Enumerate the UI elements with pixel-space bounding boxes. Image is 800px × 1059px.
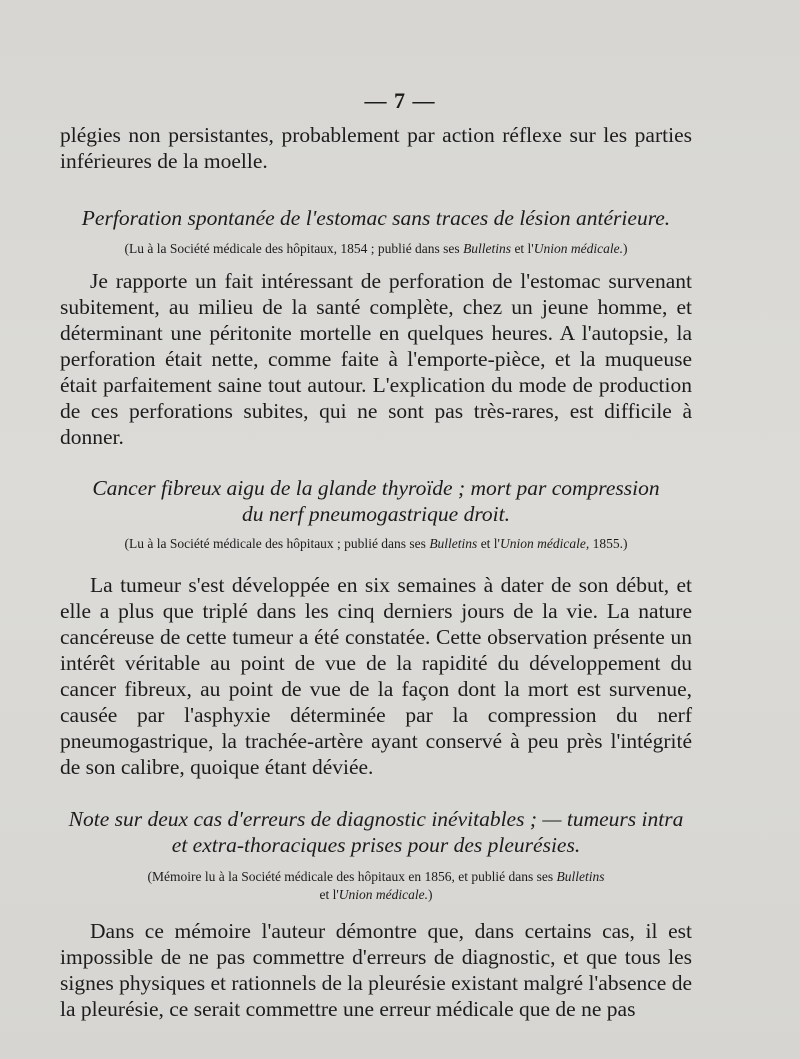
section-2-source: (Lu à la Société médicale des hôpitaux ; publié dans ses Bulletins et l'Union médicale, 1855.) — [124, 536, 628, 551]
section-3-source-line-2: et l'Union médicale.) — [319, 887, 433, 902]
section-2-title-line-2: du nerf pneumogastrique droit. — [242, 502, 510, 526]
section-2-title-line-1: Cancer fibreux aigu de la glande thyroïde ; mort par compression — [92, 476, 660, 500]
section-3-source-line-1: (Mémoire lu à la Société médicale des hôpitaux en 1856, et publié dans ses Bulletins — [147, 869, 605, 884]
section-3-paragraph: Dans ce mémoire l'auteur démontre que, dans certains cas, il est impossible de ne pas commettre d'erreurs de diagnostic, et que tous les signes physiques et rationnels de la pleurésie existant malgré l'absence de la pleurésie, ce serait commettre une erreur médicale que de ne pas — [60, 919, 692, 1021]
section-1-title: Perforation spontanée de l'estomac sans traces de lésion antérieure. — [81, 206, 671, 230]
continuation-paragraph: plégies non persistantes, probablement par action réflexe sur les parties inférieures de la moelle. — [60, 123, 692, 173]
section-2-paragraph: La tumeur s'est développée en six semaines à dater de son début, et elle a plus que triplé dans les cinq derniers jours de la vie. La nature cancéreuse de cette tumeur a été constatée. Cette observation présente un intérêt véritable au point de vue de la rapidité du développement du cancer fibreux, au point de vue de la façon dont la mort est survenue, causée par l'asphyxie déterminée par la compression du nerf pneumogastrique, la trachée-artère ayant conservé à peu près l'intégrité de son calibre, quoique étant déviée. — [60, 573, 692, 779]
section-3-title-line-2: et extra-thoraciques prises pour des pleurésies. — [171, 833, 581, 857]
page-number: — 7 — — [364, 88, 436, 113]
section-1-paragraph: Je rapporte un fait intéressant de perforation de l'estomac survenant subitement, au milieu de la santé complète, chez un jeune homme, et déterminant une péritonite mortelle en quelques heures. A l'autopsie, la perforation était nette, comme faite à l'emporte-pièce, et la muqueuse était parfaitement saine tout autour. L'explication du mode de production de ces perforations subites, qui ne sont pas très-rares, est difficile à donner. — [60, 269, 692, 449]
section-1-source: (Lu à la Société médicale des hôpitaux, 1854 ; publié dans ses Bulletins et l'Union médicale.) — [124, 241, 628, 256]
section-3-title-line-1: Note sur deux cas d'erreurs de diagnostic inévitables ; — tumeurs intra — [68, 807, 684, 831]
